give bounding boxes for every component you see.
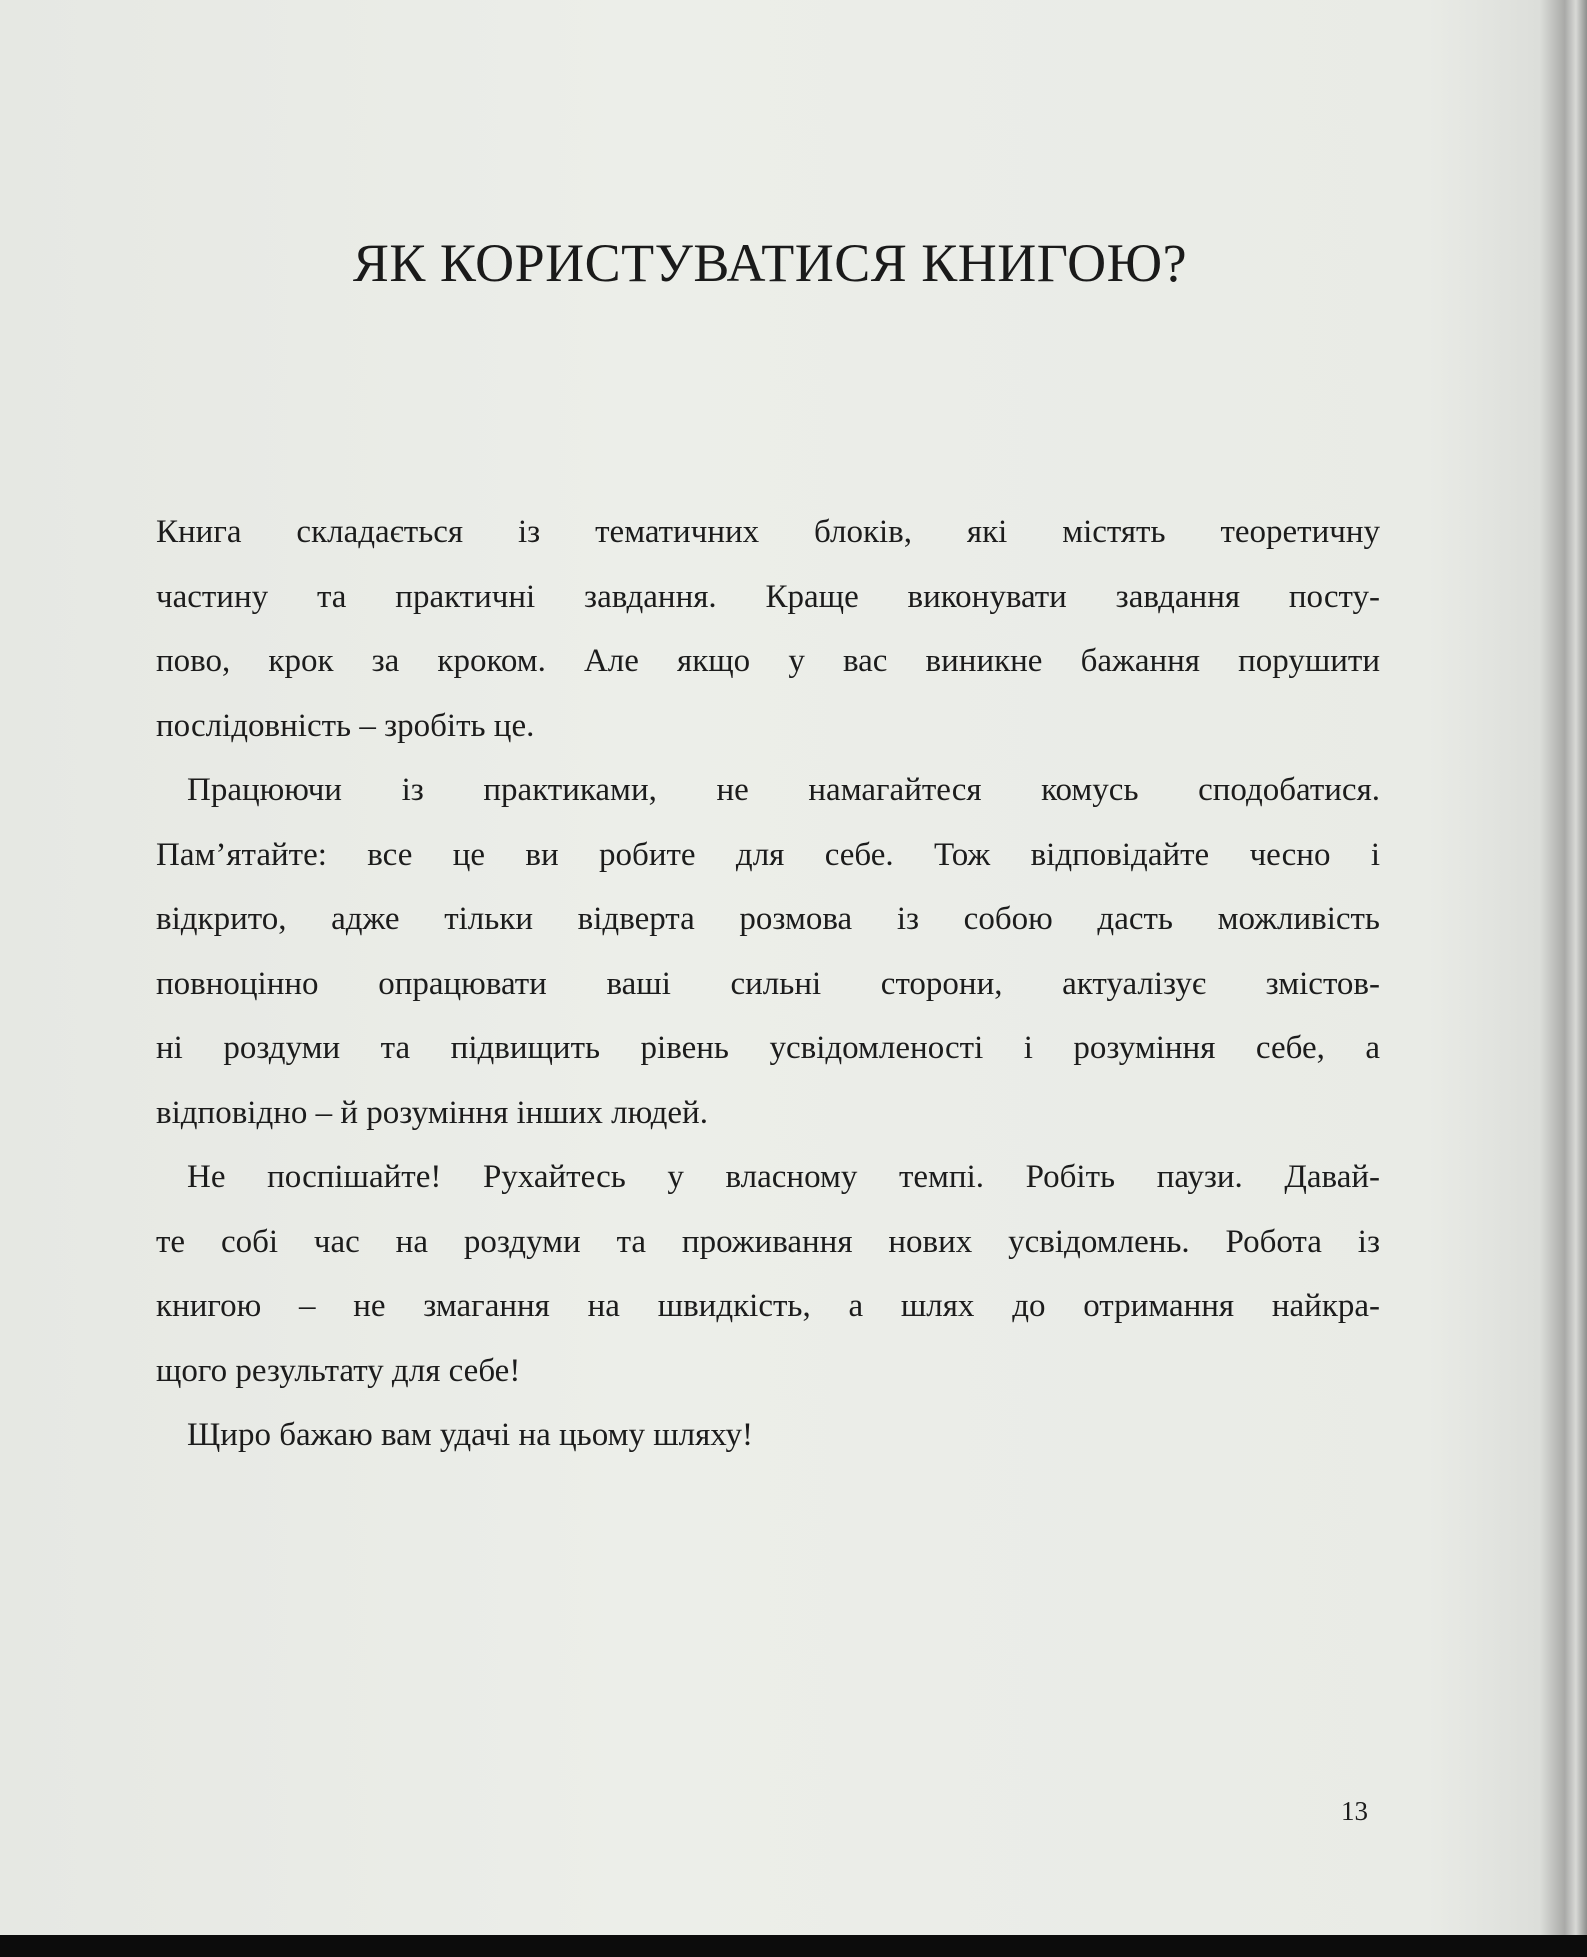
text-line: Щиро бажаю вам удачі на цьому шляху! xyxy=(187,1417,754,1453)
page-number: 13 xyxy=(1341,1796,1368,1826)
page-bottom-edge xyxy=(0,1935,1587,1957)
text-line: Працюючи із практиками, не намагайтеся комусь сподобатися. xyxy=(187,772,1380,808)
text-line: частину та практичні завдання. Краще виконувати завдання посту- xyxy=(156,578,1380,615)
body-text xyxy=(156,500,1380,1468)
text-line: відкрито, адже тільки відверта розмова із собою дасть можливість xyxy=(156,901,1380,937)
paragraph-1 xyxy=(156,500,1380,758)
text-line: книгою – не змагання на швидкість, а шлях до отримання найкра- xyxy=(156,1288,1380,1324)
text-line: відповідно – й розуміння інших людей. xyxy=(156,1094,708,1131)
text-line: Книга складається із тематичних блоків, які містять теоретичну xyxy=(156,514,1380,550)
page-title: ЯК КОРИСТУВАТИСЯ КНИГОЮ? xyxy=(352,233,1188,293)
text-line: послідовність – зробіть це. xyxy=(156,707,535,744)
paragraph-3 xyxy=(156,1145,1380,1403)
text-line: щого результату для себе! xyxy=(156,1352,521,1389)
paragraph-2 xyxy=(156,758,1380,1145)
text-line: пово, крок за кроком. Але якщо у вас виникне бажання порушити xyxy=(156,643,1380,679)
text-line: Пам’ятайте: все це ви робите для себе. Тож відповідайте чесно і xyxy=(156,836,1380,873)
text-line: те собі час на роздуми та проживання нових усвідомлень. Робота із xyxy=(156,1223,1380,1260)
paragraph-4 xyxy=(156,1403,1380,1468)
text-line: ні роздуми та підвищить рівень усвідомленості і розуміння себе, а xyxy=(156,1030,1380,1066)
text-line: повноцінно опрацювати ваші сильні сторони, актуалізує змістов- xyxy=(156,965,1380,1002)
text-line: Не поспішайте! Рухайтесь у власному темпі. Робіть паузи. Давай- xyxy=(187,1159,1380,1195)
